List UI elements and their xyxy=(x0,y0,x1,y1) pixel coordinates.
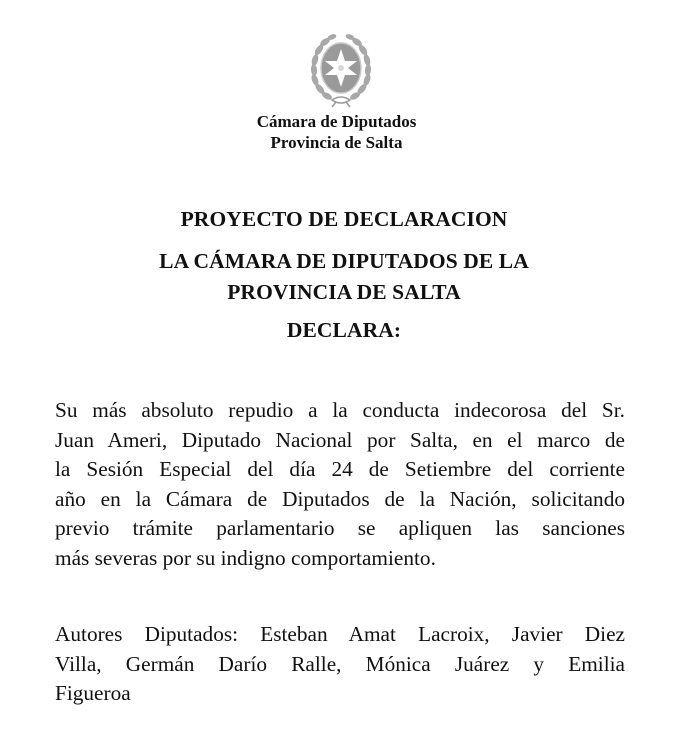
issuer-heading-line2: PROVINCIA DE SALTA xyxy=(227,280,461,304)
issuer-heading xyxy=(0,246,673,308)
paragraph-line: Juan Ameri, Diputado Nacional por Salta, en el marco de xyxy=(55,427,625,452)
authors-paragraph xyxy=(55,620,625,709)
declara-heading: DECLARA: xyxy=(286,318,402,342)
paragraph-line: la Sesión Especial del día 24 de Setiembre del corriente xyxy=(55,457,625,481)
authors-line: Autores Diputados: Esteban Amat Lacroix, Javier Diez xyxy=(55,622,625,646)
declaration-paragraph xyxy=(55,396,625,573)
institution-province: Provincia de Salta xyxy=(270,133,403,152)
paragraph-line: previo trámite parlamentario se apliquen las sanciones xyxy=(55,516,625,540)
institution-name: Cámara de Diputados xyxy=(256,112,417,131)
paragraph-line: Su más absoluto repudio a la conducta indecorosa del Sr. xyxy=(55,398,625,422)
paragraph-line: año en la Cámara de Diputados de la Nación, solicitando xyxy=(55,486,625,511)
authors-line: Figueroa xyxy=(55,681,131,705)
paragraph-line: más severas por su indigno comportamiento. xyxy=(55,545,436,570)
coat-of-arms-icon xyxy=(306,30,376,108)
document-type-heading: PROYECTO DE DECLARACION xyxy=(180,207,508,231)
institution-header xyxy=(0,111,673,153)
issuer-heading-line1: LA CÁMARA DE DIPUTADOS DE LA xyxy=(159,249,529,273)
authors-line: Villa, Germán Darío Ralle, Mónica Juárez y Emilia xyxy=(55,651,625,676)
